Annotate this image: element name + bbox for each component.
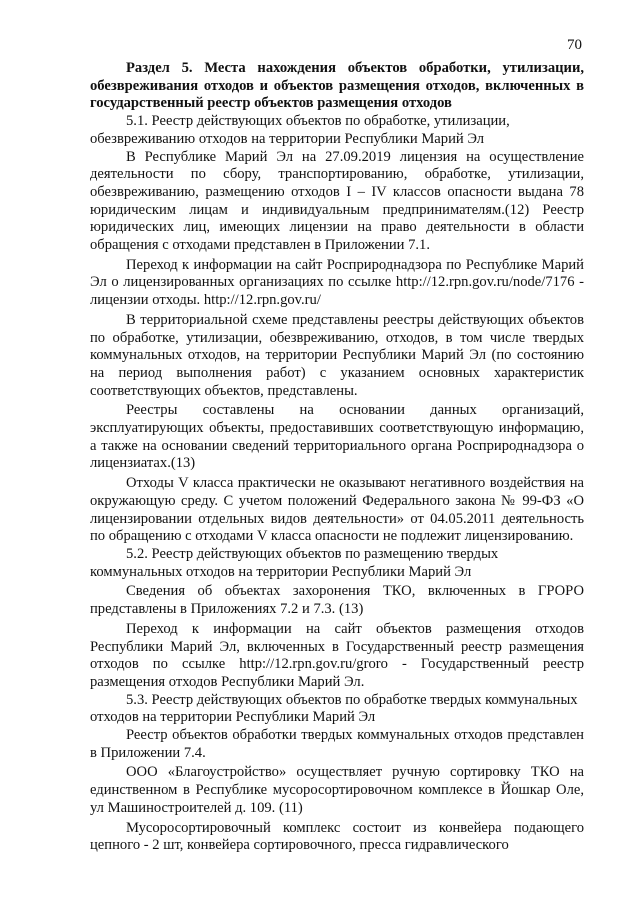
subsection-5-3-title: 5.3. Реестр действующих объектов по обработке твердых коммунальных отходов на территории Республики Марий Эл [90,691,578,726]
paragraph-sorting: ООО «Благоустройство» осуществляет ручную сортировку ТКО на единственном в Республике мусоросортировочном комплексе в Йошкар Оле, ул Машиностроителей д. 109. (11) [90,764,584,816]
paragraph-tko-burial: Сведения об объектах захоронения ТКО, включенных в ГРОРО представлены в Приложениях 7.2 и 7.3. (13) [90,583,584,618]
rpn-licenses-link[interactable]: http://12.rpn.gov.ru/node/7176 [395,274,575,291]
section-heading: Раздел 5. Места нахождения объектов обработки, утилизации, обезвреживания отходов и объектов размещения отходов, включенных в государственный реестр объектов размещения отходов [90,60,584,112]
paragraph-class-v-waste: Отходы V класса практически не оказывают негативного воздействия на окружающую среду. С учетом положений Федерального закона № 99-ФЗ «О лицензировании отдельных видов деятельности» от 04.05.2011 деятельность по обращению с отходами V класса опасности не подлежит лицензированию. [90,475,584,545]
paragraph-rpn-link-mid: - лицензии отходы. [90,274,584,309]
paragraph-processing-registry: Реестр объектов обработки твердых коммунальных отходов представлен в Приложении 7.4. [90,727,584,761]
paragraph-groro-tail: - Государственный реестр размещения отходов Республики Марий Эл. [90,656,584,690]
paragraph-groro-link [90,621,584,692]
document-body [90,60,584,855]
paragraph-territorial-scheme: В территориальной схеме представлены реестры действующих объектов по обработке, утилизации, обезвреживанию, отходов, в том числе твердых коммунальных отходов, на территории Республики Марий Эл (по состоянию на период выполнения работ) с указанием основных характеристик соответствующих объектов, представлены. [90,311,584,399]
paragraph-licenses: В Республике Марий Эл на 27.09.2019 лицензия на осуществление деятельности по сбору, транспортированию, обработке, утилизации, обезвреживанию, размещению отходов I – IV классов опасности выдана 78 юридическим лицам и индивидуальным предпринимателям.(12) Реестр юридических лиц, имеющих лицензии на право деятельности в области обращения с отходами представлен в Приложении 7.1. [90,148,584,254]
page-number: 70 [567,37,582,53]
paragraph-rpn-link-text: Переход к информации на сайт Росприроднадзора по Республике Марий Эл о лицензированных организациях по ссылке [90,256,584,291]
paragraph-sorting-complex: Мусоросортировочный комплекс состоит из конвейера подающего цепного - 2 шт, конвейера сортировочного, пресса гидравлического [90,819,584,854]
paragraph-rpn-link [90,257,584,310]
subsection-5-1-title: 5.1. Реестр действующих объектов по обработке, утилизации, обезвреживанию отходов на территории Республики Марий Эл [90,113,510,147]
groro-link[interactable]: http://12.rpn.gov.ru/groro [239,656,388,673]
rpn-home-link[interactable]: http://12.rpn.gov.ru/ [203,292,321,309]
paragraph-groro-text: Переход к информации на сайт объектов размещения отходов Республики Марий Эл, включенных в Государственный реестр размещения отходов по ссылке [90,620,584,673]
paragraph-registries: Реестры составлены на основании данных организаций, эксплуатирующих объекты, предоставивших соответствующую информацию, а также на основании сведений территориального органа Росприроднадзора о лицензиатах.(13) [90,402,584,472]
subsection-5-2-title: 5.2. Реестр действующих объектов по размещению твердых коммунальных отходов на территории Республики Марий Эл [90,545,499,580]
